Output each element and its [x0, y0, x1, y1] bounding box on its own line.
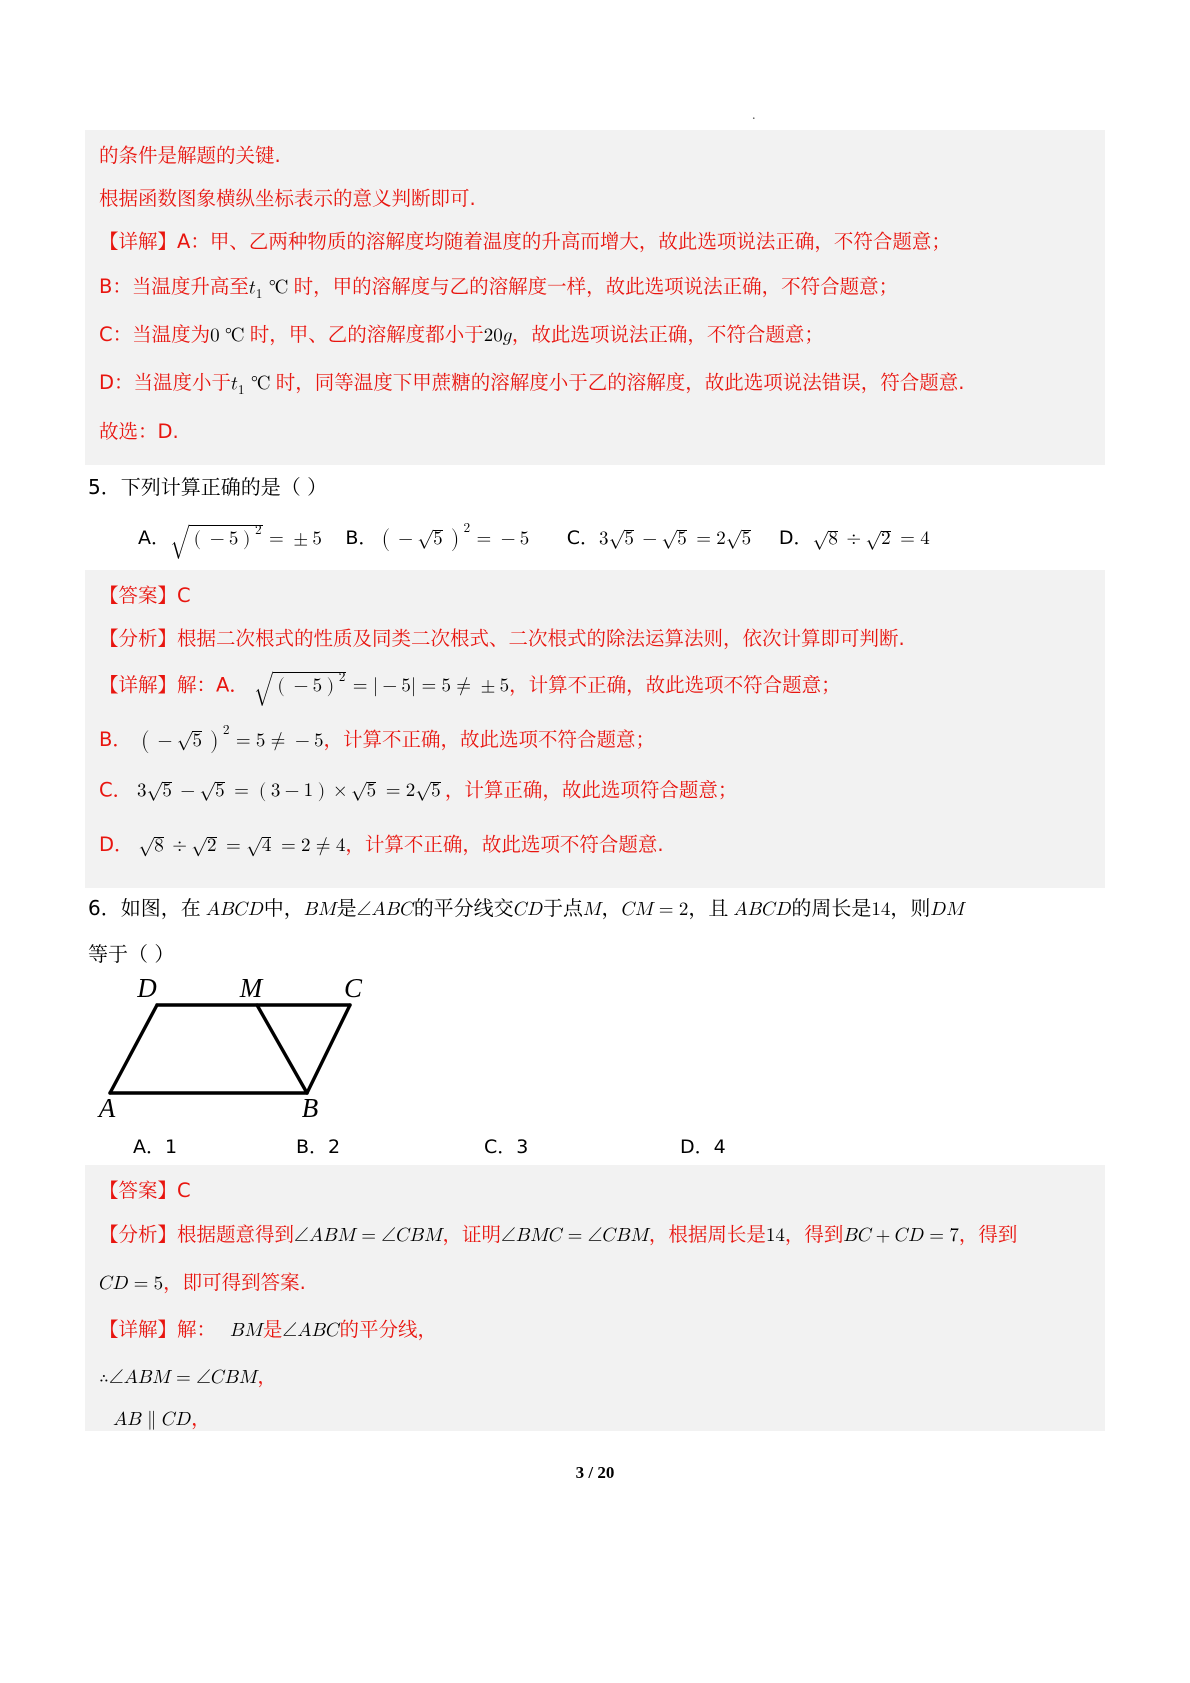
vertex-label-M: M [239, 975, 263, 1003]
q5-detail-a: 【详解】解：A． ( − 5 ) 2 = | − 5 | = 5 ≠ ± 5 ，计算不正确，故此选项不符合题意； [99, 670, 841, 698]
question-6-number: 6． [88, 896, 121, 920]
option-a[interactable]: A． ( − 5 ) 2 = ± 5 [138, 523, 322, 551]
detail-lead: 解： [177, 1318, 217, 1341]
question-6-option-b[interactable]: B．2 [296, 1136, 341, 1158]
question-6-option-c[interactable]: C．3 [484, 1136, 529, 1158]
q4-line-2: 根据函数图象横纵坐标表示的意义判断即可. [99, 187, 476, 210]
detail-label: 【详解】 [99, 230, 178, 253]
q6-answer-line [85, 1181, 1119, 1202]
question-6-option-a[interactable]: A．1 [133, 1136, 178, 1158]
q5-answer-line [85, 586, 1119, 607]
question-5-number: 5． [88, 475, 121, 499]
answer-value: C [177, 584, 191, 607]
q5-detail-d: D． 8 ÷ 2 = 4 = 2 ≠ 4 ，计算不正确，故此选项不符合题意. [99, 833, 664, 856]
q4-line-3-text: A：甲、乙两种物质的溶解度均随着温度的升高而增大，故此选项说法正确，不符合题意； [177, 230, 951, 253]
answer-value: C [177, 1179, 191, 1202]
q6-detail-line1: 【详解】解： B M 是 ∠ A B C 的平分线， [99, 1318, 437, 1341]
q4-explanation-block [85, 130, 1105, 465]
analysis-text: 根据二次根式的性质及同类二次根式、二次根式的除法运算法则，依次计算即可判断. [177, 627, 905, 650]
q6-detail-line2: ∴ ∠ A B M = ∠ C B M ， [99, 1365, 277, 1388]
q4-line-5: C：当温度为 0 ℃ 时，甲、乙的溶解度都小于 20 g ，故此选项说法正确，不符合题意； [99, 323, 824, 346]
q5-detail-b: B． ( − 5 ) 2 = 5 ≠ − 5 ，计算不正确，故此选项不符合题意； [99, 723, 655, 751]
vertex-label-C: C [343, 975, 363, 1003]
analysis-label: 【分析】 [99, 627, 178, 650]
q6-detail-line3: 𝐴 B ∥ C D ， [113, 1407, 211, 1430]
option-d[interactable]: D． 8 ÷ 2 = 4 [778, 527, 930, 550]
detail-label: 【详解】 [99, 673, 178, 697]
vertex-label-D: D [137, 975, 157, 1003]
segment-MB [257, 1005, 307, 1093]
q4-conclusion: 故选：D. [99, 420, 179, 443]
answer-label: 【答案】 [99, 1179, 178, 1202]
q5-analysis-line [85, 629, 1119, 650]
question-5-options [138, 523, 930, 559]
q6-analysis-line1: 【分析】根据题意得到 ∠ A B M = ∠ C B M ，证明 ∠ B M C = ∠ C B M ，根据周长是 14 ，得到 B C + C D = 7 ，得到 [99, 1223, 1018, 1246]
question-6-option-d[interactable]: D．4 [680, 1136, 726, 1158]
analysis-label: 【分析】 [99, 1223, 178, 1246]
option-b[interactable]: B． ( − 5 ) 2 = − 5 [345, 521, 530, 550]
option-c[interactable]: C． 3 5 − 5 = 2 5 [566, 527, 752, 550]
q6-explanation-block [85, 1165, 1105, 1431]
question-6-stem-line1: 6．如图，在 A B C D 中， B M 是 ∠ A B C 的平分线交 C D 于点 M ， C M = 2 ，且 A B C D 的周长是 14 ，则 D M [88, 896, 965, 920]
q4-line-1: 的条件是解题的关键. [99, 144, 281, 167]
stray-mark: . [752, 108, 756, 123]
question-5-stem-text: 下列计算正确的是（ ） [120, 475, 328, 499]
vertex-label-A: A [98, 1093, 116, 1120]
vertex-label-B: B [301, 1093, 319, 1120]
segment-DA [110, 1005, 157, 1093]
q5-explanation-block [85, 570, 1105, 888]
q5-detail-c: C． 3 5 − 5 = ( 3 − 1 ) × 5 = 2 5 ，计算正确，故此选项符合题意； [99, 778, 738, 803]
detail-lead: 解： [177, 673, 217, 697]
detail-label: 【详解】 [99, 1318, 178, 1341]
page-footer: 3 / 20 [575, 1463, 615, 1482]
q4-line-3 [85, 232, 1119, 253]
question-6-stem-line2: 等于（ ） [88, 942, 175, 966]
q4-line-6: D：当温度小于 t 1 ℃ 时，同等温度下甲蔗糖的溶解度小于乙的溶解度，故此选项说法错误，符合题意. [99, 371, 965, 397]
q4-line-4: B：当温度升高至 t 1 ℃ 时，甲的溶解度与乙的溶解度一样，故此选项说法正确，不符合题意； [99, 275, 899, 301]
segment-CB [307, 1005, 350, 1093]
answer-label: 【答案】 [99, 584, 178, 607]
q6-analysis-line2: 𝐶 D = 5 ，即可得到答案. [99, 1271, 306, 1294]
question-5-stem [88, 477, 327, 497]
parallelogram-figure [85, 975, 485, 1120]
